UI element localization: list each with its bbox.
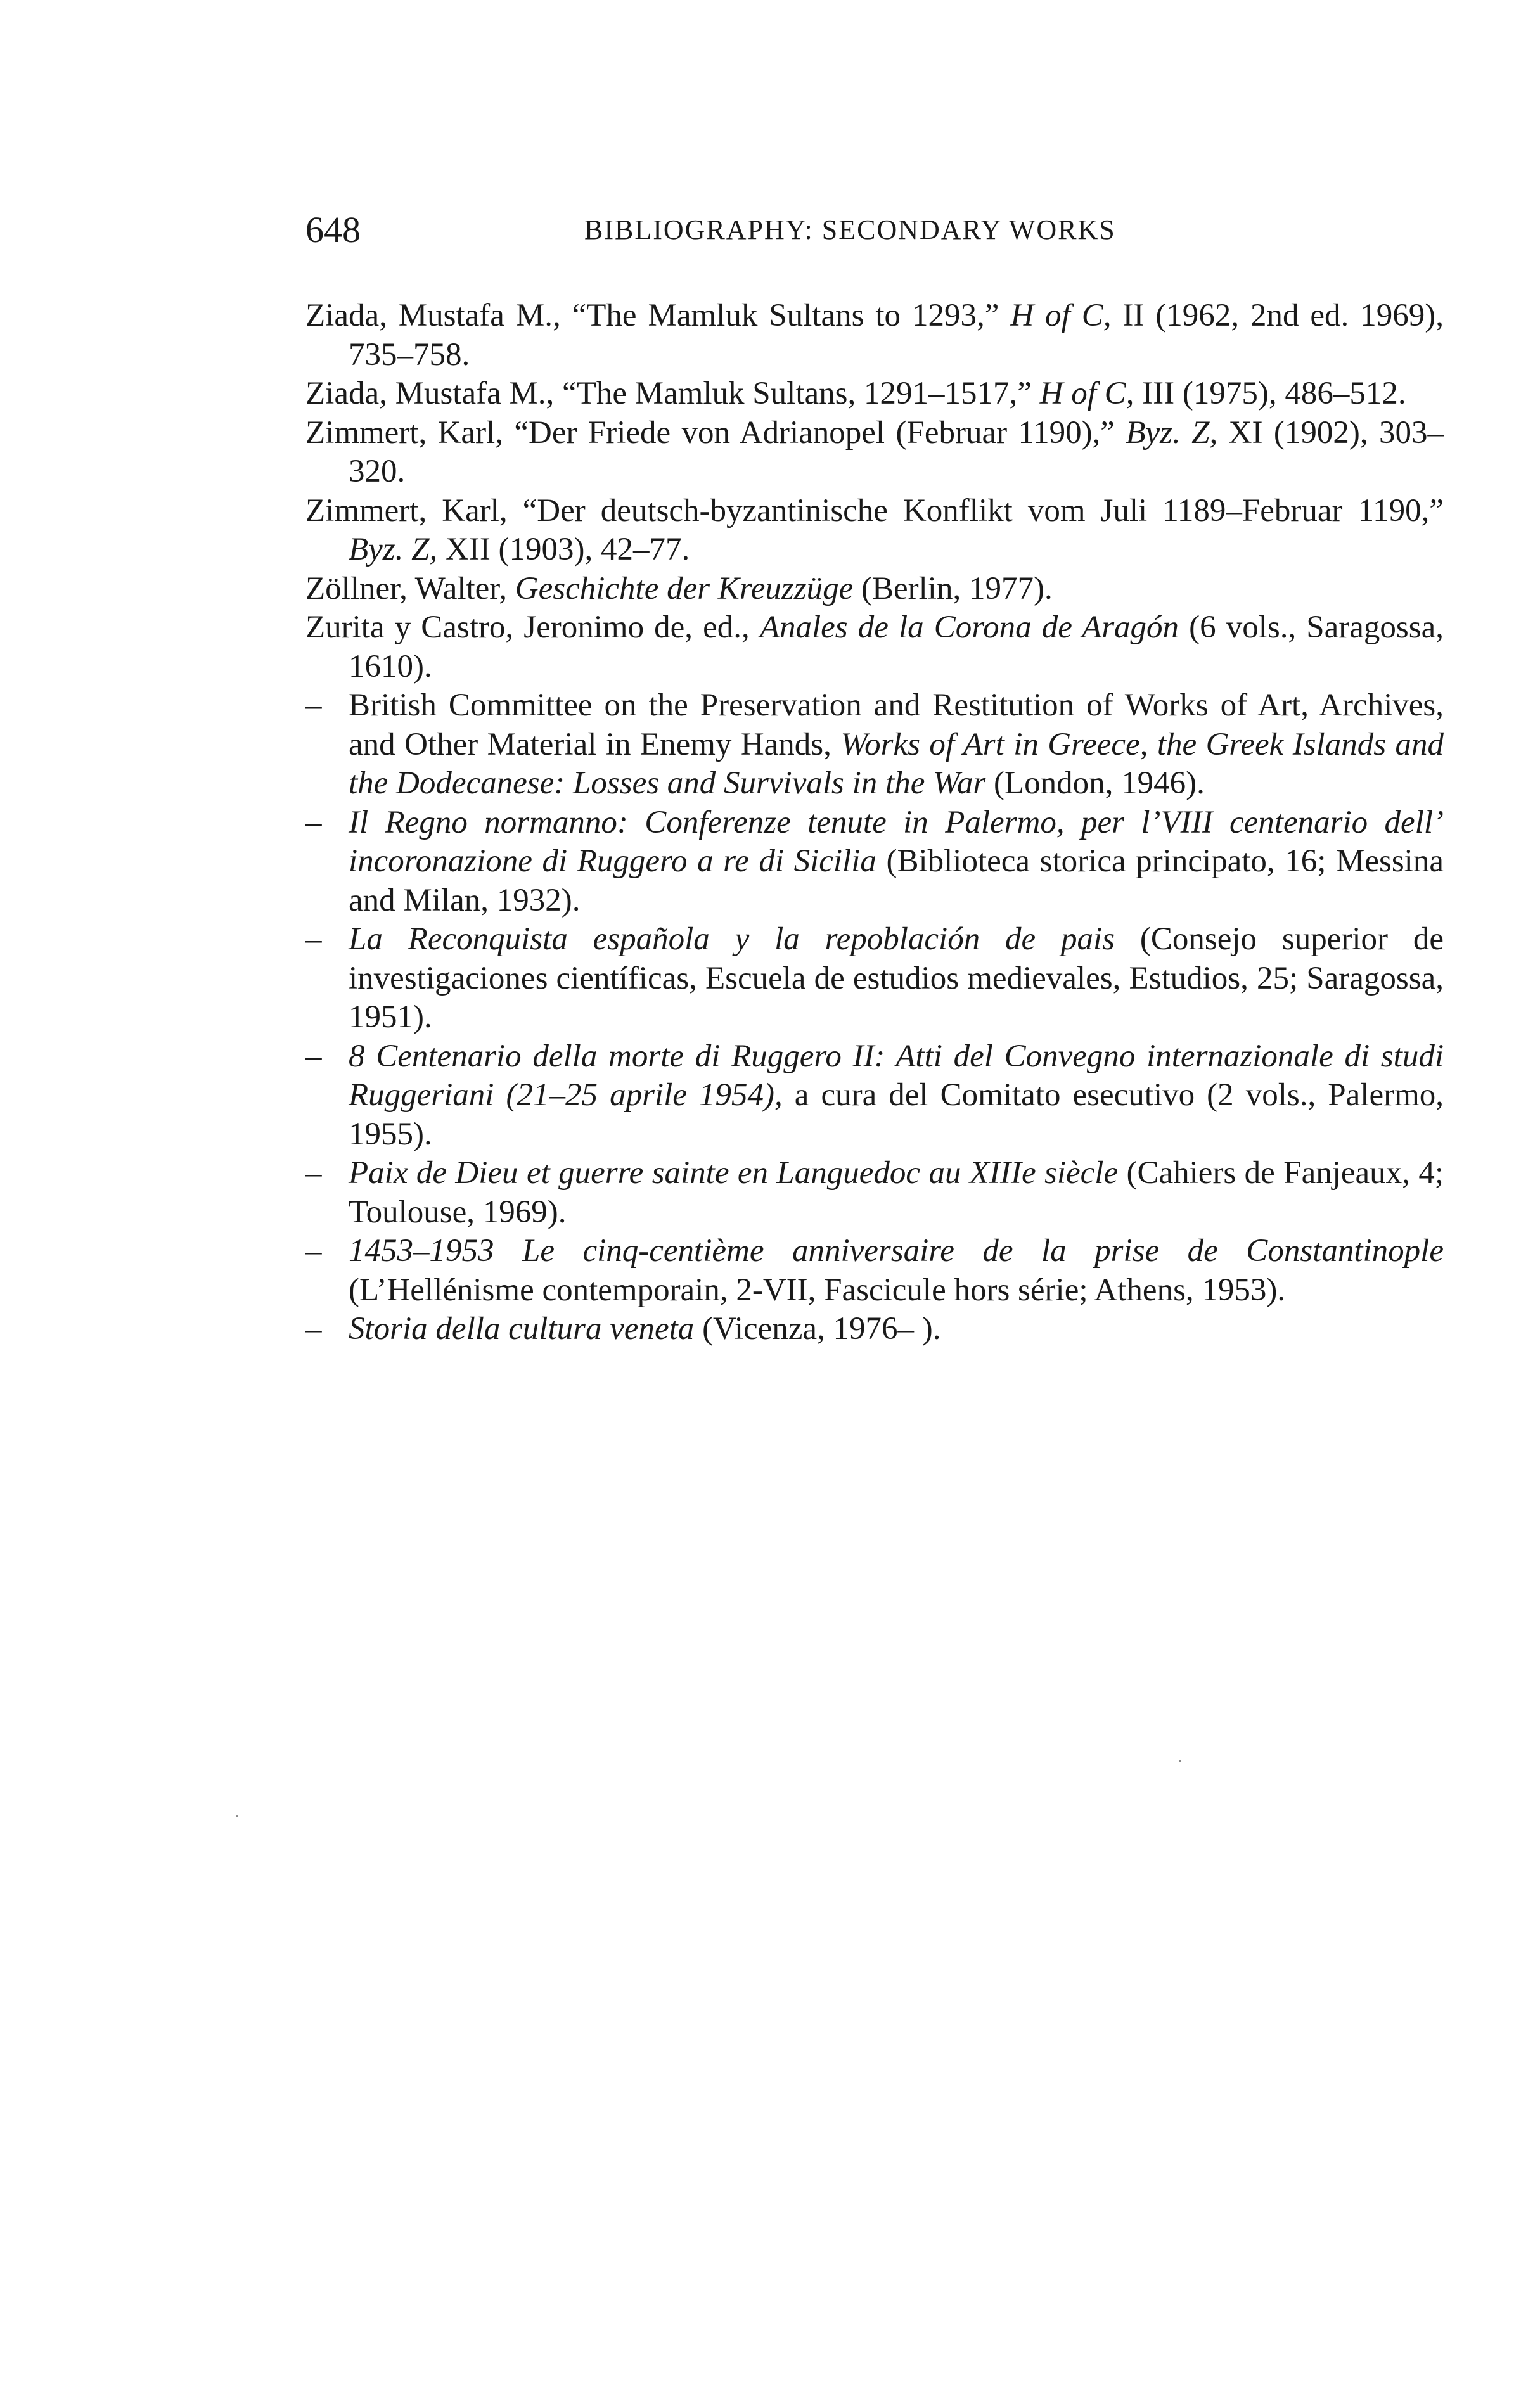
entry-text: a cura del Comitato esecutivo (2 vols., Palermo, 1955). xyxy=(349,1077,1444,1152)
entry-title: 1453–1953 Le cinq-centième anniversaire de la prise de Constantinople xyxy=(349,1233,1444,1269)
entry-text: (L’Hellénisme contemporain, 2-VII, Fascicule hors série; Athens, 1953). xyxy=(349,1272,1286,1308)
ditto-dash: – xyxy=(305,1038,322,1074)
bibliography-entry-ditto xyxy=(305,1154,1444,1232)
entry-text: (London, 1946). xyxy=(985,765,1205,801)
entry-text: III (1975), 486–512. xyxy=(1134,376,1406,411)
entry-text: XII (1903), 42–77. xyxy=(437,532,690,567)
ditto-dash: – xyxy=(305,688,322,723)
entry-text: British Committee on the Preservation and Restitution of Works of Art, Archives, and Other Material in Enemy Hands, xyxy=(349,688,1444,762)
entry-text: (Biblioteca storica principato, 16; Messina and Milan, 1932). xyxy=(349,843,1444,918)
bibliography-entry-ditto xyxy=(305,686,1444,804)
bibliography-entry-ditto xyxy=(305,1037,1444,1155)
entry-title: 8 Centenario della morte di Ruggero II: Atti del Convegno internazionale di studi Ruggeriani (21–25 aprile 1954), xyxy=(349,1038,1444,1113)
bibliography-list xyxy=(305,297,1444,1349)
ditto-dash: – xyxy=(305,921,322,957)
entry-title: Geschichte der Kreuzzüge xyxy=(515,570,854,606)
page-header xyxy=(305,202,1440,259)
ditto-dash: – xyxy=(305,804,322,840)
bibliography-entry-ditto xyxy=(305,1232,1444,1310)
entry-text: Zöllner, Walter, xyxy=(305,570,515,606)
entry-text: (6 vols., Saragossa, 1610). xyxy=(349,610,1444,684)
bibliography-entry xyxy=(305,570,1444,609)
entry-text: (Berlin, 1977). xyxy=(853,570,1053,606)
ditto-dash: – xyxy=(305,1155,322,1191)
entry-text: Ziada, Mustafa M., “The Mamluk Sultans, 1291–1517,” xyxy=(305,376,1040,411)
bibliography-entry xyxy=(305,297,1444,375)
entry-text: (Consejo superior de investigaciones científicas, Escuela de estudios medievales, Estudios, 25; Saragossa, 1951). xyxy=(349,921,1444,1035)
entry-title: Works of Art in Greece, the Greek Islands and the Dodecanese: Losses and Survivals in the War xyxy=(349,726,1444,801)
page-number: 648 xyxy=(305,209,361,250)
entry-title: H of C, xyxy=(1039,376,1134,411)
entry-title: Byz. Z, xyxy=(1126,414,1218,451)
bibliography-entry-ditto xyxy=(305,920,1444,1037)
entry-title: H of C, xyxy=(1010,298,1112,333)
entry-title: Paix de Dieu et guerre sainte en Languedoc au XIIIe siècle xyxy=(349,1155,1119,1191)
entry-title: Byz. Z, xyxy=(349,532,438,567)
scan-speck xyxy=(1179,1760,1181,1762)
entry-title: La Reconquista española y la repoblación de pais xyxy=(349,921,1115,957)
bibliography-entry-ditto xyxy=(305,1310,1444,1349)
entry-text: (Vicenza, 1976– ). xyxy=(694,1311,941,1347)
ditto-dash: – xyxy=(305,1233,322,1269)
ditto-dash: – xyxy=(305,1311,322,1347)
entry-text: XI (1902), 303–320. xyxy=(349,414,1444,489)
entry-text: (Cahiers de Fanjeaux, 4; Toulouse, 1969). xyxy=(349,1155,1444,1230)
entry-title: Il Regno normanno: Conferenze tenute in Palermo, per l’VIII centenario dell’ incoronazione di Ruggero a re di Sicilia xyxy=(349,804,1444,879)
scan-speck xyxy=(236,1815,238,1817)
entry-text: Ziada, Mustafa M., “The Mamluk Sultans to 1293,” xyxy=(305,298,1011,333)
bibliography-entry xyxy=(305,492,1444,570)
entry-text: II (1962, 2nd ed. 1969), 735–758. xyxy=(349,298,1444,373)
entry-text: Zimmert, Karl, “Der Friede von Adrianopel (Februar 1190),” xyxy=(305,414,1126,451)
bibliography-entry xyxy=(305,608,1444,686)
bibliography-entry xyxy=(305,414,1444,492)
entry-text: Zimmert, Karl, “Der deutsch-byzantinische Konflikt vom Juli 1189–Februar 1190,” xyxy=(305,492,1444,528)
bibliography-entry-ditto xyxy=(305,804,1444,921)
bibliography-entry xyxy=(305,375,1444,414)
entry-text: Zurita y Castro, Jeronimo de, ed., xyxy=(305,610,760,645)
running-head: BIBLIOGRAPHY: SECONDARY WORKS xyxy=(584,214,1116,245)
entry-title: Storia della cultura veneta xyxy=(349,1311,695,1347)
entry-title: Anales de la Corona de Aragón xyxy=(759,610,1179,645)
